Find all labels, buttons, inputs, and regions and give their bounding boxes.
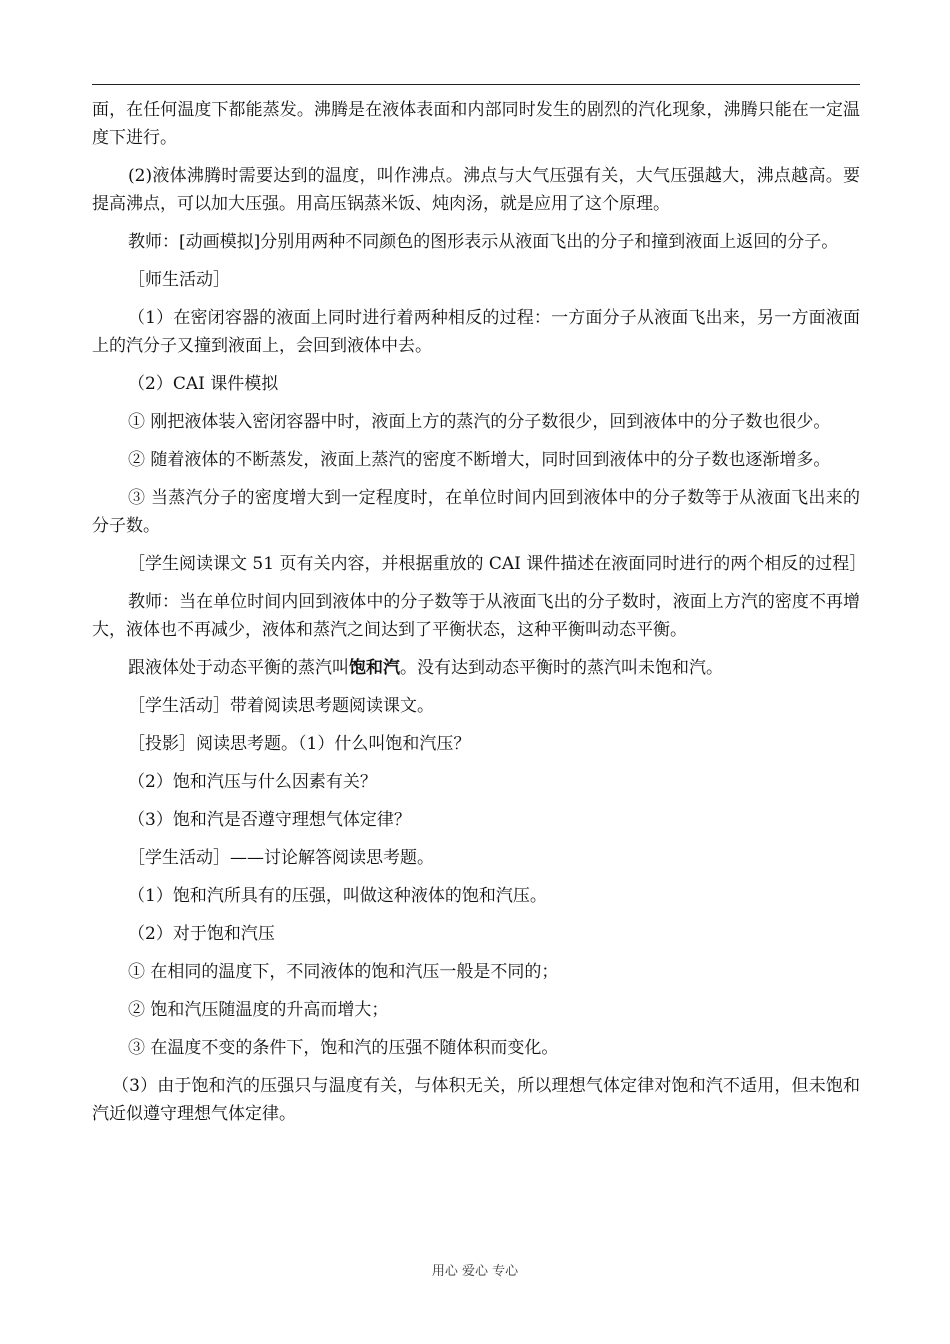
paragraph: ② 随着液体的不断蒸发，液面上蒸汽的密度不断增大，同时回到液体中的分子数也逐渐增多。 bbox=[128, 450, 831, 470]
text-span: 。没有达到动态平衡时的蒸汽叫未饱和汽。 bbox=[400, 658, 723, 678]
paragraph: (2)液体沸腾时需要达到的温度，叫作沸点。沸点与大气压强有关，大气压强越大，沸点越高。要提高沸点，可以加大压强。用高压锅蒸米饭、炖肉汤，就是应用了这个原理。 bbox=[92, 166, 860, 214]
header-rule bbox=[92, 84, 860, 85]
paragraph: ［师生活动］ bbox=[128, 270, 230, 290]
paragraph: ［投影］阅读思考题。（1）什么叫饱和汽压？ bbox=[128, 734, 471, 754]
paragraph: 教师：当在单位时间内回到液体中的分子数等于从液面飞出的分子数时，液面上方汽的密度不再增大，液体也不再减少，液体和蒸汽之间达到了平衡状态，这种平衡叫动态平衡。 bbox=[92, 592, 860, 640]
paragraph: 面，在任何温度下都能蒸发。沸腾是在液体表面和内部同时发生的剧烈的汽化现象，沸腾只能在一定温度下进行。 bbox=[92, 100, 860, 148]
paragraph: （2）CAI 课件模拟 bbox=[128, 374, 279, 394]
paragraph: （1）在密闭容器的液面上同时进行着两种相反的过程：一方面分子从液面飞出来，另一方面液面上的汽分子又撞到液面上，会回到液体中去。 bbox=[92, 308, 860, 356]
bold-term: 饱和汽 bbox=[349, 658, 400, 678]
paragraph: ［学生活动］——讨论解答阅读思考题。 bbox=[128, 848, 434, 868]
paragraph: 教师：[动画模拟]分别用两种不同颜色的图形表示从液面飞出的分子和撞到液面上返回的分子。 bbox=[128, 232, 839, 252]
paragraph: ② 饱和汽压随温度的升高而增大； bbox=[128, 1000, 389, 1020]
paragraph: （1）饱和汽所具有的压强，叫做这种液体的饱和汽压。 bbox=[128, 886, 547, 906]
paragraph: ① 在相同的温度下，不同液体的饱和汽压一般是不同的； bbox=[128, 962, 559, 982]
paragraph bbox=[92, 654, 860, 682]
paragraph: ［学生阅读课文 51 页有关内容，并根据重放的 CAI 课件描述在液面同时进行的两个相反的过程］ bbox=[128, 554, 867, 574]
document-body bbox=[92, 96, 867, 1138]
paragraph: （3）由于饱和汽的压强只与温度有关，与体积无关，所以理想气体定律对饱和汽不适用，但未饱和汽近似遵守理想气体定律。 bbox=[92, 1076, 860, 1124]
paragraph: （2）饱和汽压与什么因素有关？ bbox=[128, 772, 377, 792]
paragraph: （2）对于饱和汽压 bbox=[128, 924, 275, 944]
paragraph: ③ 当蒸汽分子的密度增大到一定程度时，在单位时间内回到液体中的分子数等于从液面飞出来的分子数。 bbox=[92, 488, 860, 536]
paragraph: ③ 在温度不变的条件下，饱和汽的压强不随体积而变化。 bbox=[128, 1038, 559, 1058]
page-footer: 用心 爱心 专心 bbox=[431, 1264, 519, 1279]
paragraph: ① 刚把液体装入密闭容器中时，液面上方的蒸汽的分子数很少，回到液体中的分子数也很少。 bbox=[128, 412, 831, 432]
paragraph: （3）饱和汽是否遵守理想气体定律？ bbox=[128, 810, 411, 830]
paragraph: ［学生活动］带着阅读思考题阅读课文。 bbox=[128, 696, 434, 716]
text-span: 跟液体处于动态平衡的蒸汽叫 bbox=[128, 658, 349, 678]
